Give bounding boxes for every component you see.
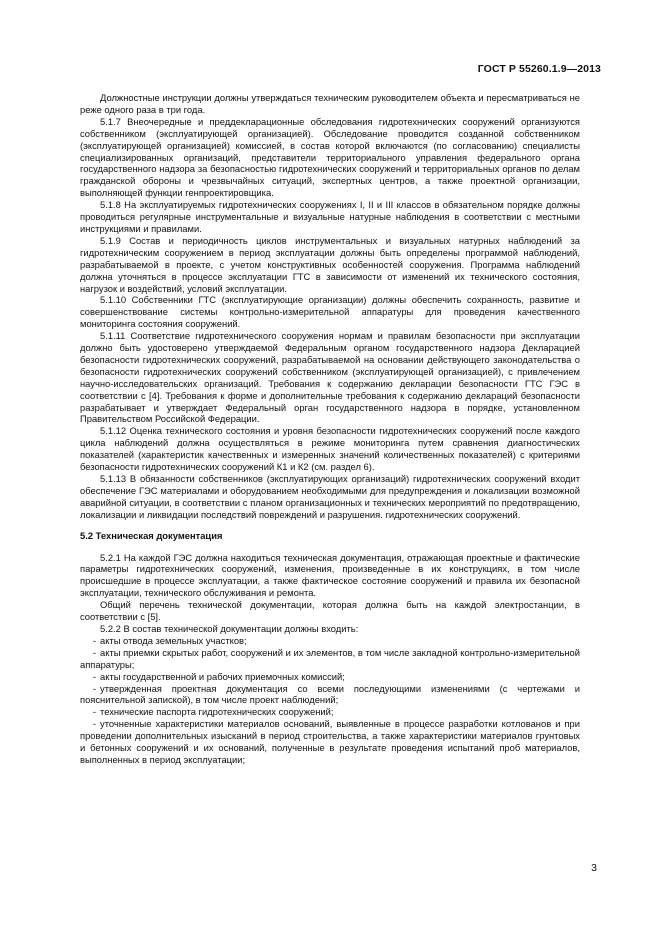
list-item [80, 683, 580, 707]
list-item-text: акты приемки скрытых работ, сооружений и их элементов, в том числе закладной контрольно-измерительной аппаратуры; [80, 646, 580, 670]
list-item-text: утвержденная проектная документация со всеми последующими изменениями (с чертежами и пояснительной запиской), в том числе проект наблюдений; [80, 682, 580, 706]
list-dash: - [92, 646, 96, 658]
list-item-text: акты государственной и рабочих приемочных комиссий; [100, 670, 345, 682]
list-item-text: акты отвода земельных участков; [100, 634, 247, 646]
list-dash: - [92, 634, 96, 646]
paragraph: 5.2.2 В состав технической документации должны входить: [100, 622, 359, 634]
list-item [80, 706, 580, 718]
page-number: 3 [591, 862, 597, 874]
paragraph: 5.1.10 Собственники ГТС (эксплуатирующие организации) должны обеспечить сохранность, развитие и совершенствование системы контрольно-измерительной аппаратуры для проведения качественного мониторинга состояния сооружений. [80, 294, 580, 330]
paragraph: 5.1.12 Оценка технического состояния и уровня безопасности гидротехнических сооружений после каждого цикла наблюдений должна осуществляться в режиме мониторинга путем сравнения диагностических показателей (характеристик качественных и измеренных значений количественных показателей) с критериями безопасности гидротехнических сооружений К1 и К2 (см. раздел 6). [80, 425, 580, 473]
list-item [80, 647, 580, 671]
section-heading: 5.2 Техническая документация [80, 529, 223, 541]
paragraph: 5.1.13 В обязанности собственников (эксплуатирующих организаций) гидротехнических сооружений входит обеспечение ГЭС материалами и оборудованием необходимыми для предупреждения и локализации возможной аварийной ситуации, в соответствии с планом организационных и технических мероприятий по предотвращению, локализации и ликвидации последствий повреждений и разрушения. гидротехнических сооружений. [80, 473, 580, 520]
paragraph: Должностные инструкции должны утверждаться техническим руководителем объекта и пересматриваться не реже одного раза в три года. [80, 92, 580, 115]
list-dash: - [92, 682, 96, 694]
document-code: ГОСТ Р 55260.1.9—2013 [477, 63, 601, 75]
list-dash: - [92, 718, 96, 730]
list-item [80, 671, 580, 683]
list-dash: - [92, 706, 96, 718]
list-dash: - [92, 670, 96, 682]
paragraph: 5.1.7 Внеочередные и преддекларационные обследования гидротехнических сооружений организуются собственником (эксплуатирующей организацией). Обследование проводится созданной собственником (эксплуатирующей организацией) комиссией, в состав которой включаются (по согласованию) специалисты специализированных организаций, представители территориального управления федерального органа государственного надзора за безопасностью гидротехнических сооружений и территориальных органов по делам гражданской обороны и чрезвычайных ситуаций, экспертных центров, а также проектной организации, выполняющей функции генпроектировщика. [80, 115, 580, 199]
list-item-text: технические паспорта гидротехнических сооружений; [100, 706, 334, 718]
paragraph: 5.1.8 На эксплуатируемых гидротехнических сооружениях I, II и III классов в обязательном порядке должны проводиться регулярные инструментальные и визуальные натурные наблюдения в соответствии с местными инструкциями и правилами. [80, 199, 580, 234]
list-item [80, 718, 580, 766]
document-body [80, 92, 580, 766]
list-item [80, 635, 580, 647]
paragraph: 5.1.11 Соответствие гидротехнического сооружения нормам и правилам безопасности при эксплуатации должно быть удостоверено утверждаемой Федеральным органом государственного надзора Декларацией безопасности гидротехнических сооружений, разрабатываемой на основании действующего законодательства о безопасности гидротехнических сооружений собственником (эксплуатирующей организацией), с привлечением научно-исследовательских организаций. Требования к содержанию декларации безопасности ГТС ГЭС в соответствии с [4]. Требования к форме и дополнительные требования к содержанию деклараций безопасности разрабатывает и утверждает Федеральный орган государственного надзора в порядке, установленном Правительством Российской Федерации. [80, 330, 580, 425]
list-item-text: уточненные характеристики материалов оснований, выявленные в процессе разработки котлованов и при проведении дополнительных изысканий в период строительства, а также характеристики материалов грунтовых и бетонных сооружений и их оснований, полученные в результате проведения испытаний проб материалов, выполненных в период эксплуатации; [80, 718, 580, 765]
paragraph: 5.1.9 Состав и периодичность циклов инструментальных и визуальных натурных наблюдений за гидротехническим сооружением в период эксплуатации должны быть определены программой наблюдений, разрабатываемой в проекте, с учетом конструктивных особенностей сооружения. Программа наблюдений должна уточняться в процессе эксплуатации ГТС в зависимости от изменений их технического состояния, нагрузок и воздействий, условий эксплуатации. [80, 234, 580, 294]
paragraph: Общий перечень технической документации, которая должна быть на каждой электростанции, в соответствии с [5]. [80, 599, 580, 623]
paragraph: 5.2.1 На каждой ГЭС должна находиться техническая документация, отражающая проектные и фактические параметры гидротехнических сооружений, изменения, произведенные в их конструкциях, в том числе происшедшие в процессе эксплуатации, а также фактическое состояние сооружений и правила их безопасной эксплуатации, технического обслуживания и ремонта. [80, 551, 580, 599]
